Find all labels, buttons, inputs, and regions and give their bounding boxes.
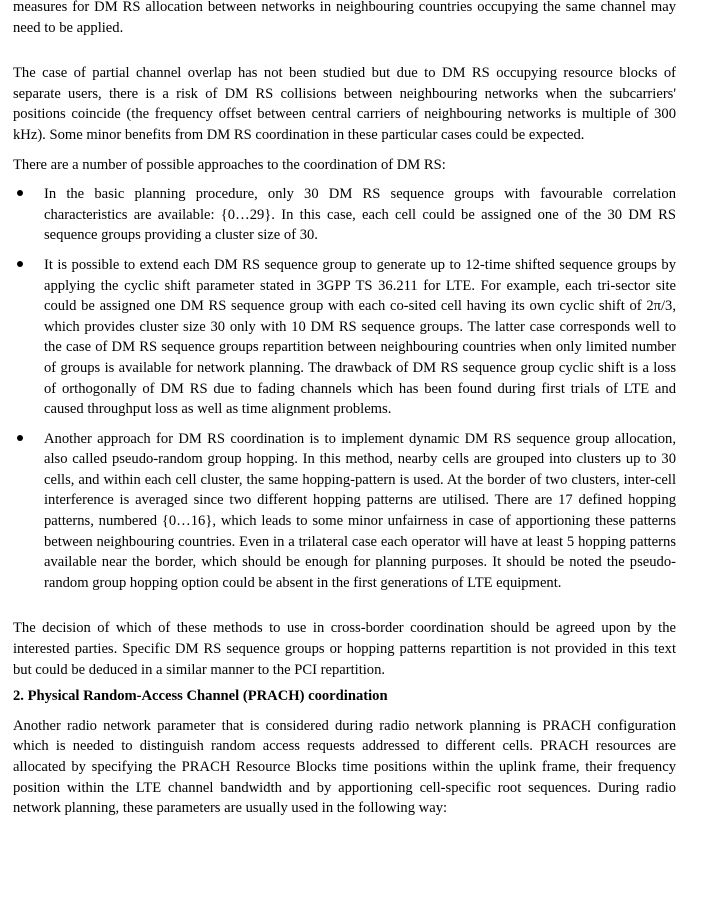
list-item-text: Another approach for DM RS coordination is to implement dynamic DM RS sequence group allocation, also called pseudo-random group hopping. In this method, nearby cells are grouped into clusters up to 30 cells, and within each cell cluster, the same hopping-pattern is used. At the border of two clusters, inter-cell interference is averaged since two different hopping patterns are utilised. There are 17 defined hopping patterns, numbered {0…16}, which leads to some minor unfairness in case of apportioning these patterns between neighbouring countries. Even in a trilateral case each operator will have at least 5 hopping patterns available near the border, which should be enough for planning purposes. It should be noted the pseudo-random group hopping option could be absent in the first generations of LTE equipment. <box>44 430 676 591</box>
paragraph-prach-intro: Another radio network parameter that is considered during radio network planning is PRACH configuration which is needed to distinguish random access requests addressed to different cells. PRACH resources are allocated by specifying the PRACH Resource Blocks time positions within the uplink frame, their frequency position within the LTE channel bandwidth and by apportioning cell-specific root sequences. During radio network planning, these parameters are usually used in the following way: <box>13 717 676 817</box>
paragraph-approaches-intro: There are a number of possible approaches to the coordination of DM RS: <box>13 156 446 173</box>
paragraph-intro-end: measures for DM RS allocation between networks in neighbouring countries occupying the same channel may need to be applied. <box>13 0 676 36</box>
paragraph-partial-overlap: The case of partial channel overlap has not been studied but due to DM RS occupying resource blocks of separate users, there is a risk of DM RS collisions between neighbouring networks when the subcarriers' positions coincide (the frequency offset between central carriers of neighbouring networks is multiple of 300 kHz). Some minor benefits from DM RS coordination in these particular cases could be expected. <box>13 65 676 143</box>
bullet-icon <box>14 255 26 276</box>
bullet-icon <box>14 429 26 450</box>
list-item-text: It is possible to extend each DM RS sequence group to generate up to 12-time shifted sequence groups by applying the cyclic shift parameter stated in 3GPP TS 36.211 for LTE. For example, each tri-sector site could be assigned one DM RS sequence group with each co-sited cell having its own cyclic shift of 2π/3, which provides cluster size 30 only with 10 DM RS sequence groups. The latter case corresponds well to the case of DM RS sequence groups repartition between neighbouring countries when only limited number of groups is available for network planning. The drawback of DM RS sequence group cyclic shift is a loss of orthogonally of DM RS due to fading channels which has been found during first trials of LTE and caused throughput loss as well as time alignment problems. <box>44 256 676 418</box>
list-item <box>13 255 676 420</box>
approaches-list <box>13 184 676 593</box>
list-item-text: In the basic planning procedure, only 30 DM RS sequence groups with favourable correlation characteristics are available: {0…29}. In this case, each cell could be assigned one of the 30 DM RS sequence groups providing a cluster size of 30. <box>44 186 676 244</box>
bullet-icon <box>14 184 26 205</box>
list-item <box>13 184 676 246</box>
list-item <box>13 429 676 594</box>
section-heading: 2. Physical Random-Access Channel (PRACH) coordination <box>13 688 388 705</box>
paragraph-decision: The decision of which of these methods to use in cross-border coordination should be agreed upon by the interested parties. Specific DM RS sequence groups or hopping patterns repartition is not provided in this text but could be deduced in a similar manner to the PCI repartition. <box>13 620 676 678</box>
